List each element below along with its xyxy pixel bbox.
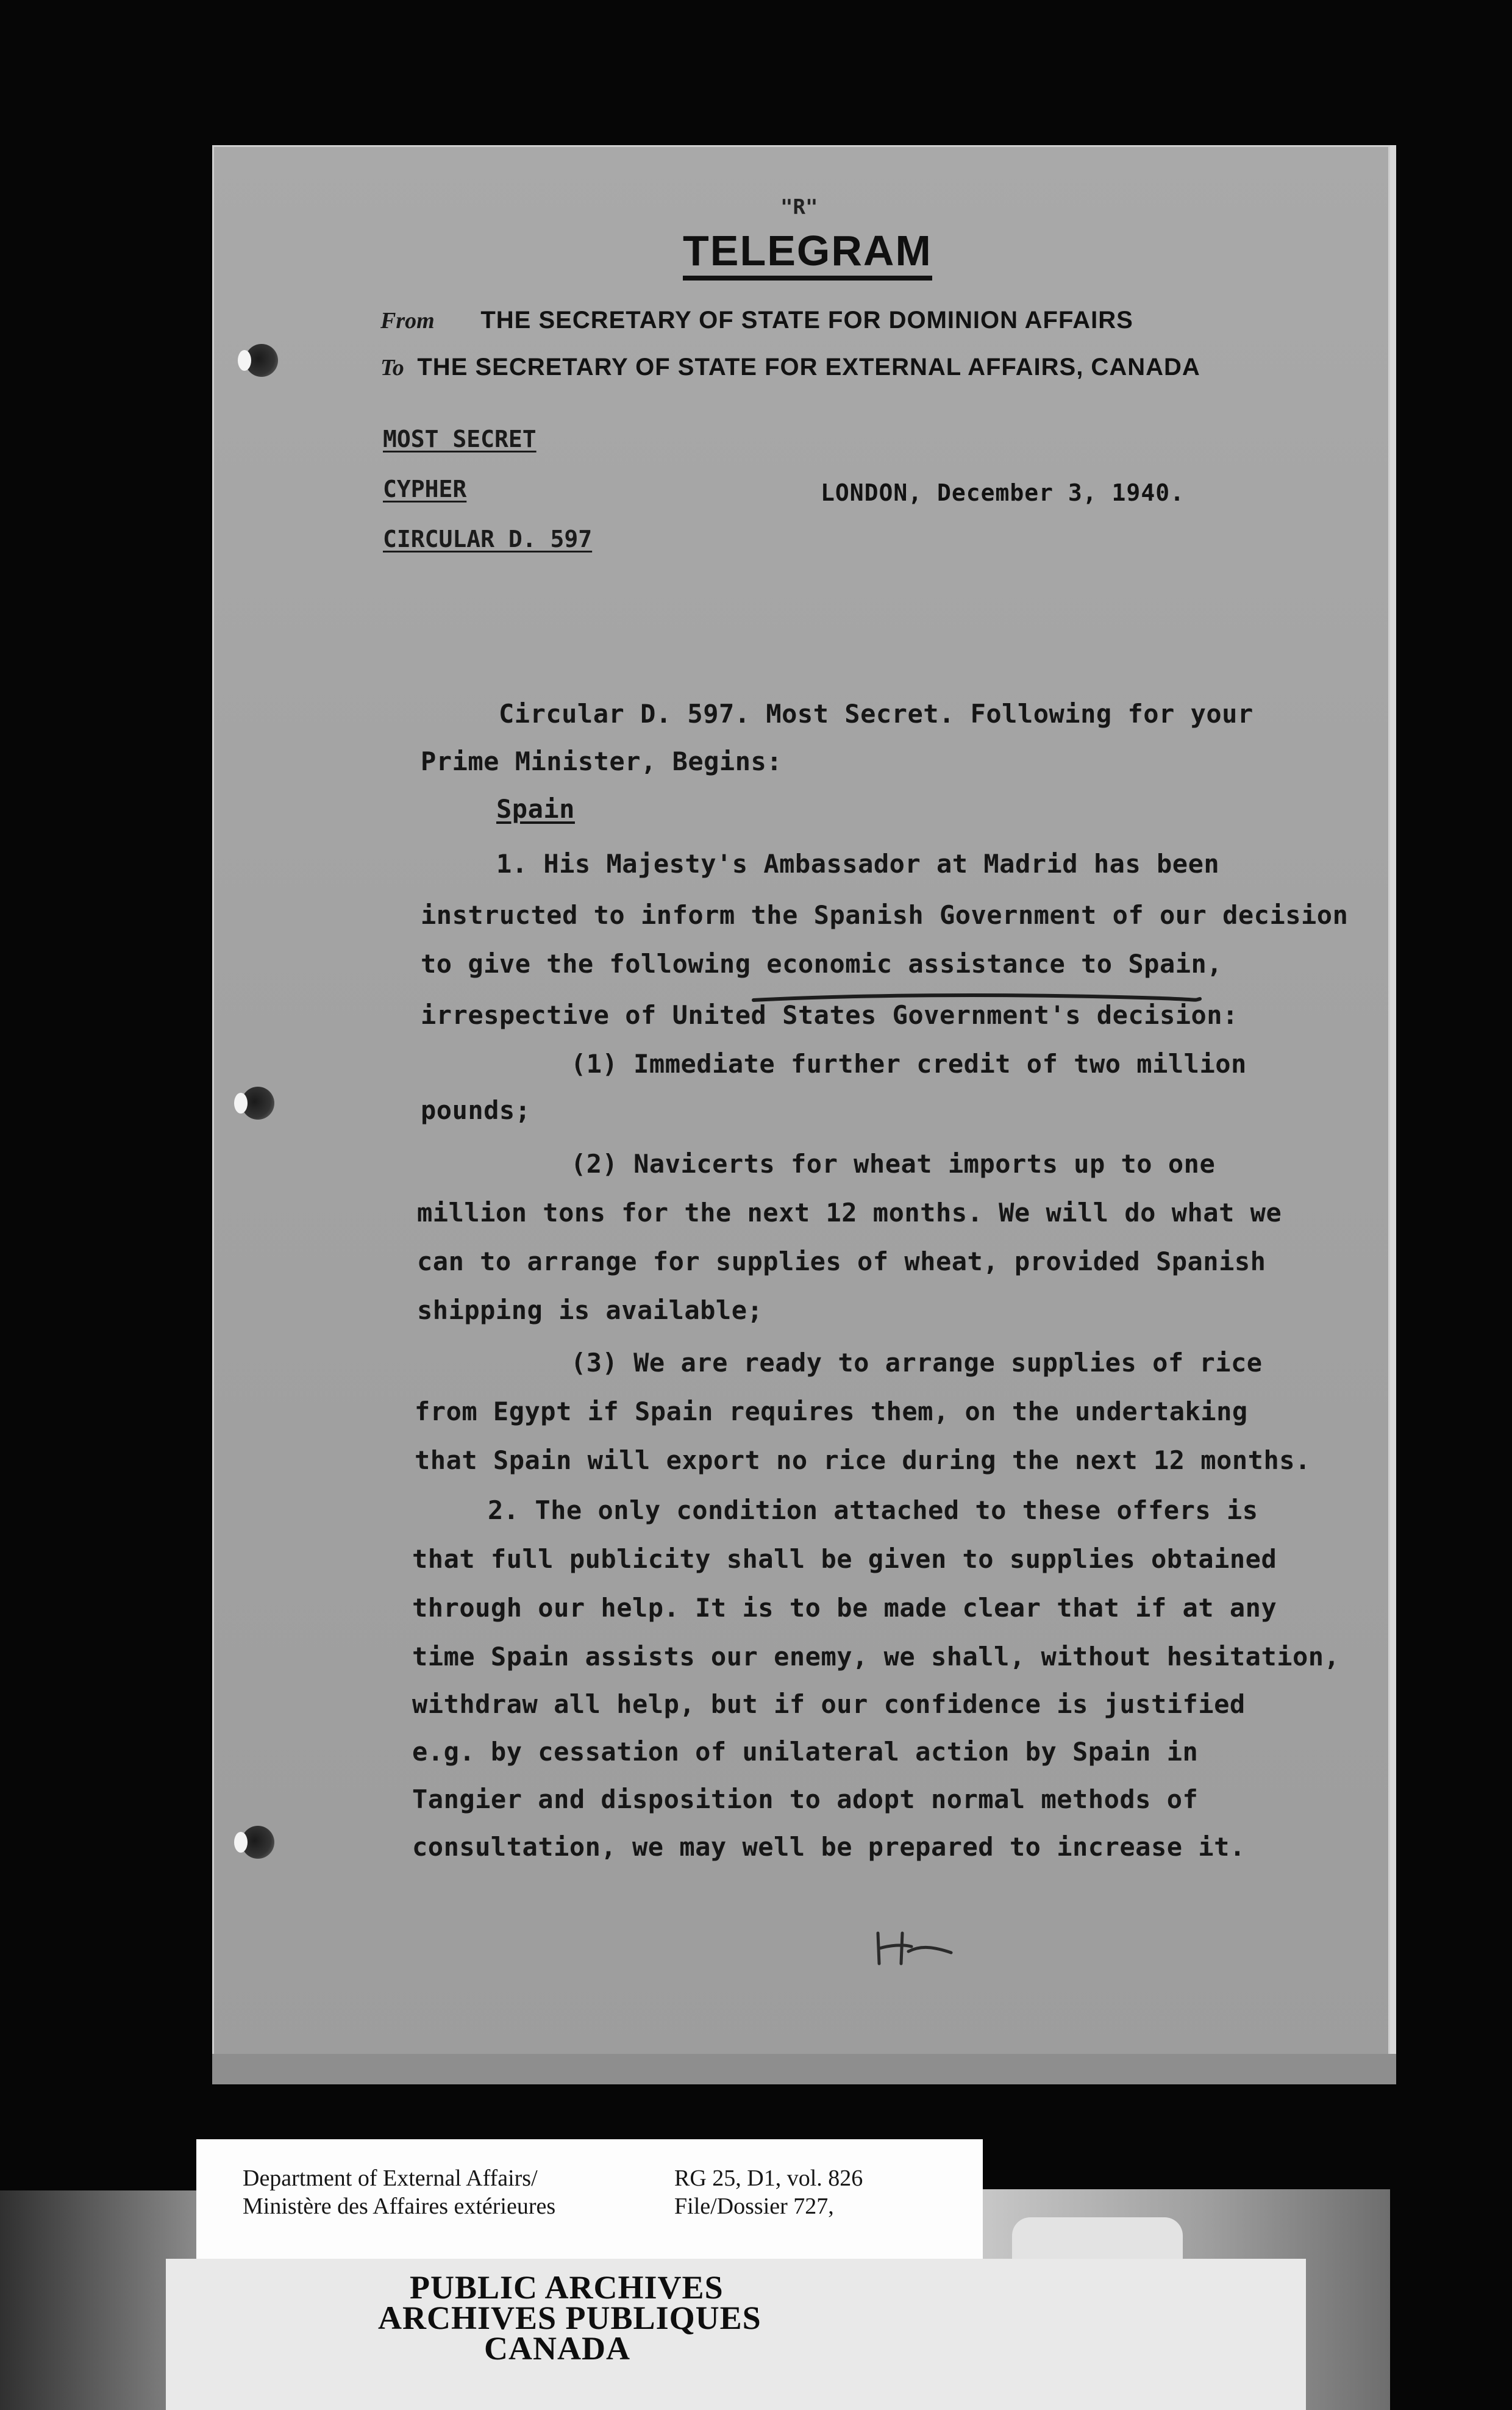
body-line: Prime Minister, Begins: xyxy=(421,746,783,776)
archive-stamp-line3: CANADA xyxy=(484,2330,630,2367)
dept-name-fr: Ministère des Affaires extérieures xyxy=(243,2194,556,2219)
body-line: from Egypt if Spain requires them, on the undertaking xyxy=(415,1396,1248,1426)
punch-hole-middle xyxy=(241,1087,274,1120)
body-line: e.g. by cessation of unilateral action by Spain in xyxy=(412,1737,1199,1767)
from-value: THE SECRETARY OF STATE FOR DOMINION AFFAIRS xyxy=(480,307,1133,334)
archive-reference: RG 25, D1, vol. 826 xyxy=(674,2165,863,2191)
body-line: can to arrange for supplies of wheat, provided Spanish xyxy=(417,1246,1266,1276)
body-line: shipping is available; xyxy=(417,1295,763,1325)
telegram-title: TELEGRAM xyxy=(683,227,932,281)
body-line: (3) We are ready to arrange supplies of rice xyxy=(571,1348,1263,1378)
body-line: (1) Immediate further credit of two million xyxy=(571,1049,1247,1079)
body-line: to give the following economic assistance to Spain, xyxy=(421,949,1223,979)
body-line: million tons for the next 12 months. We will do what we xyxy=(417,1198,1282,1228)
body-line: that Spain will export no rice during the next 12 months. xyxy=(415,1445,1311,1475)
dateline: LONDON, December 3, 1940. xyxy=(821,479,1185,506)
telegram-mark: "R" xyxy=(780,195,818,220)
body-line: that full publicity shall be given to supplies obtained xyxy=(412,1544,1277,1574)
archive-stamp-line1: PUBLIC ARCHIVES xyxy=(410,2269,724,2306)
body-line: time Spain assists our enemy, we shall, without hesitation, xyxy=(412,1642,1340,1672)
body-line: irrespective of United States Government's decision: xyxy=(421,1000,1238,1030)
body-line: pounds; xyxy=(421,1095,531,1125)
body-line: 1. His Majesty's Ambassador at Madrid has been xyxy=(496,849,1220,879)
punch-hole-bottom xyxy=(241,1826,274,1859)
archive-stamp-line2: ARCHIVES PUBLIQUES xyxy=(378,2300,761,2336)
to-row xyxy=(380,354,1200,381)
classification-method: CYPHER xyxy=(383,476,467,502)
to-label: To xyxy=(380,355,404,381)
body-line: withdraw all help, but if our confidence is justified xyxy=(412,1689,1246,1719)
body-line: Tangier and disposition to adopt normal methods of xyxy=(412,1784,1199,1814)
punch-hole-top xyxy=(245,344,278,377)
body-line: consultation, we may well be prepared to increase it. xyxy=(412,1832,1246,1862)
sheet-edge xyxy=(1390,145,1396,2084)
handwritten-initials xyxy=(866,1915,957,1976)
classification-security: MOST SECRET xyxy=(383,426,537,452)
dept-name-en: Department of External Affairs/ xyxy=(243,2165,538,2191)
from-row xyxy=(380,307,1133,334)
body-line: (2) Navicerts for wheat imports up to one xyxy=(571,1149,1216,1179)
sheet-bottom-shadow xyxy=(212,2054,1396,2084)
body-line: 2. The only condition attached to these offers is xyxy=(488,1495,1258,1525)
archive-file: File/Dossier 727, xyxy=(674,2194,834,2219)
classification-reference: CIRCULAR D. 597 xyxy=(383,526,593,552)
from-label: From xyxy=(380,308,435,334)
body-line: through our help. It is to be made clear that if at any xyxy=(412,1593,1277,1623)
body-line: instructed to inform the Spanish Government of our decision xyxy=(421,900,1349,930)
body-line: Circular D. 597. Most Secret. Following for your xyxy=(499,699,1253,729)
to-value: THE SECRETARY OF STATE FOR EXTERNAL AFFAIRS, CANADA xyxy=(417,354,1200,381)
section-heading-spain: Spain xyxy=(496,794,575,824)
